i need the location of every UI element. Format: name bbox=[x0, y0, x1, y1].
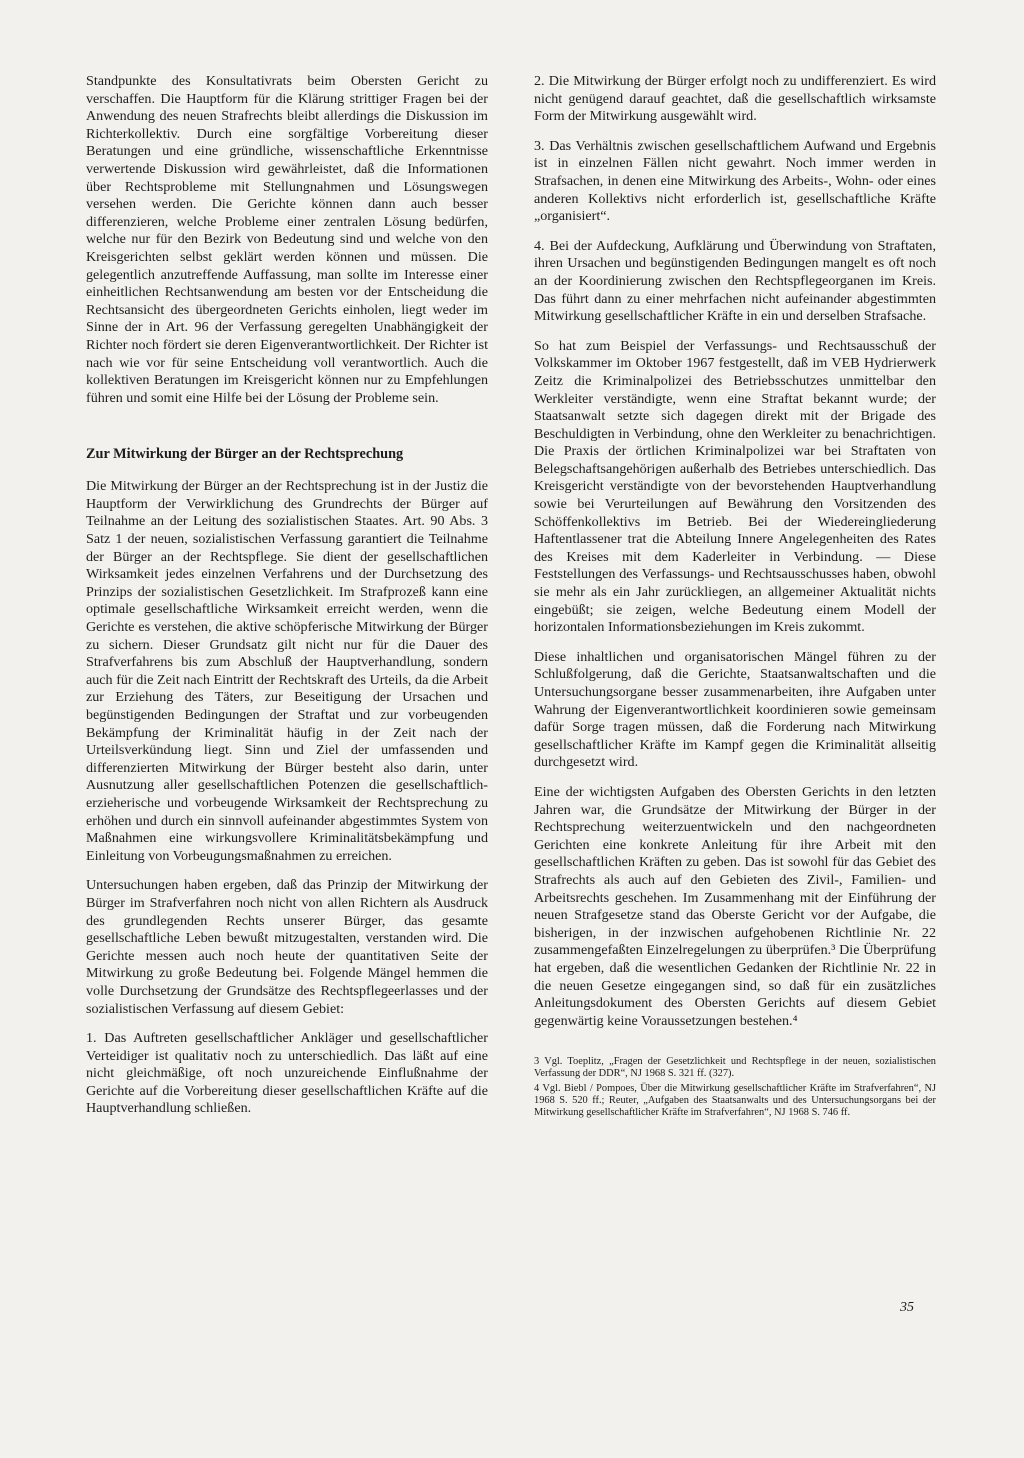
paragraph: Diese inhaltlichen und organisatorischen Mängel führen zu der Schlußfolgerung, daß die Gerichte, Staatsanwaltschaften und die Untersuchungsorgane besser zusammenarbeiten, ihre Aufgaben unter Wahrung der Eigenverantwortlichkeit koordinieren sowie gemeinsam dafür Sorge tragen müssen, daß die Forderung nach Mitwirkung gesellschaftlicher Kräfte im Kampf gegen die Kriminalität allseitig durchgesetzt wird. bbox=[534, 648, 936, 771]
paragraph: Standpunkte des Konsultativrats beim Obersten Gericht zu verschaffen. Die Hauptform für die Klärung strittiger Fragen bei der Anwendung des neuen Strafrechts bleibt allerdings die Diskussion im Richterkollektiv. Durch eine sorgfältige Vorbereitung dieser Beratungen und eine gründliche, wissenschaftliche Erkenntnisse verwertende Diskussion wird gewährleistet, daß die Informationen über Rechtsprobleme mit Stellungnahmen und Lösungswegen versehen werden. Die Gerichte können dann auch besser differenzieren, welche Probleme einer zentralen Lösung bedürfen, welche nur für den Bezirk von Bedeutung sind und welche von den Kreisgerichten selbst geklärt werden können und müssen. Die gelegentlich anzutreffende Auffassung, man sollte im Interesse einer einheitlichen Rechtsanwendung am besten vor der Entscheidung die Rechtsansicht des übergeordneten Gerichts einholen, liegt weder im Sinne der in Art. 96 der Verfassung geregelten Unabhängigkeit der Richter noch fördert sie deren Eigenverantwortlichkeit. Der Richter ist nach wie vor für seine Entscheidung voll verantwortlich. Auch die kollektiven Beratungen im Kreisgericht können nur zu Empfehlungen führen und somit eine Hilfe bei der Lösung der Probleme sein. bbox=[86, 73, 488, 406]
paragraph: 1. Das Auftreten gesellschaftlicher Ankläger und gesellschaftlicher Verteidiger ist qualitativ noch zu unterschiedlich. Das läßt auf eine nicht gleichmäßige, oft noch unzureichende Einflußnahme der Gerichte auf die Vorbereitung dieser gesellschaftlichen Kräfte auf die Hauptverhandlung schließen. bbox=[86, 1030, 488, 1117]
paragraph: Die Mitwirkung der Bürger an der Rechtsprechung ist in der Justiz die Hauptform der Verwirklichung des Grundrechts der Bürger auf Teilnahme an der Leitung des sozialistischen Staates. Art. 90 Abs. 3 Satz 1 der neuen, sozialistischen Verfassung garantiert die Teilnahme der Bürger an der Rechtspflege. Sie dient der gesellschaftlichen Wirksamkeit jedes einzelnen Verfahrens und der Durchsetzung des Prinzips der sozialistischen Gesetzlichkeit. Im Strafprozeß kann eine optimale gesellschaftliche Wirksamkeit erreicht werden, wenn die Gerichte es verstehen, die aktive schöpferische Mitwirkung der Bürger zu sichern. Dieser Grundsatz gilt nicht nur für die Dauer des Strafverfahrens bis zum Abschluß der Hauptverhandlung, sondern auch für die Zeit nach Eintritt der Rechtskraft des Urteils, da die Arbeit zur Erziehung des Täters, zur Beseitigung der Ursachen und begünstigenden Bedingungen der Straftat und zur vorbeugenden Bekämpfung der Kriminalität häufig in der Zeit nach der Urteilsverkündung liegt. Sinn und Ziel der umfassenden und differenzierten Mitwirkung der Bürger besteht also darin, unter Ausnutzung aller gesellschaftlichen Potenzen die gesellschaftlich-erzieherische und vorbeugende Wirksamkeit der Rechtsprechung zu erhöhen und durch ein sinnvoll aufeinander abgestimmtes System von Maßnahmen eine wirkungsvollere Kriminalitätsbekämpfung und Einleitung von Vorbeugungsmaßnahmen zu erreichen. bbox=[86, 478, 488, 864]
footnote: 3 Vgl. Toeplitz, „Fragen der Gesetzlichkeit und Rechtspflege in der neuen, sozialistischen Verfassung der DDR“, NJ 1968 S. 321 ff. (327). bbox=[534, 1056, 936, 1080]
footnotes bbox=[534, 1056, 936, 1119]
section-heading: Zur Mitwirkung der Bürger an der Rechtsprechung bbox=[86, 446, 404, 463]
paragraph: So hat zum Beispiel der Verfassungs- und Rechtsausschuß der Volkskammer im Oktober 1967 festgestellt, daß im VEB Hydrierwerk Zeitz die Kriminalpolizei des Betriebsschutzes unmittelbar den Werkleiter verständigte, wenn eine Straftat bekannt wurde; der Staatsanwalt setzte sich dagegen direkt mit der Brigade des Beschuldigten in Verbindung, ohne den Werkleiter zu benachrichtigen. Die Praxis der örtlichen Kriminalpolizei war bei Straftaten von Belegschaftsangehörigen außerhalb des Betriebes unterschiedlich. Das Kreisgericht verständigte von der bevorstehenden Hauptverhandlung sowie bei Verurteilungen auf Bewährung den Vorsitzenden des Schöffenkollektivs im Betrieb. Bei der Wiedereingliederung Haftentlassener trat die Abteilung Innere Angelegenheiten des Rates des Kreises mit dem Kaderleiter in Verbindung. — Diese Feststellungen des Verfassungs- und Rechtsausschusses haben, obwohl sie mehr als ein Jahr zurückliegen, an allgemeiner Aktualität nichts eingebüßt; sie zeigen, welche Bedeutung einem Modell der horizontalen Informationsbeziehungen im Kreis zukommt. bbox=[534, 337, 936, 636]
paragraph: 2. Die Mitwirkung der Bürger erfolgt noch zu undifferenziert. Es wird nicht genügend darauf geachtet, daß die gesellschaftlich wirksamste Form der Mitwirkung ausgewählt wird. bbox=[534, 73, 936, 125]
paragraph: 3. Das Verhältnis zwischen gesellschaftlichem Aufwand und Ergebnis ist in einzelnen Fällen nicht gewahrt. Noch immer werden in Strafsachen, in denen eine Mitwirkung des Arbeits-, Wohn- oder eines anderen Kollektivs nicht erforderlich ist, gesellschaftliche Kräfte „organisiert“. bbox=[534, 137, 936, 225]
page-number: 35 bbox=[900, 1300, 914, 1315]
right-column bbox=[534, 73, 936, 1121]
footnote: 4 Vgl. Biebl / Pompoes, Über die Mitwirkung gesellschaftlicher Kräfte im Strafverfahren“, NJ 1968 S. 520 ff.; Reuter, „Aufgaben des Staatsanwalts und des Untersuchungsorgans bei der Mitwirkung gesellschaftlicher Kräfte im Strafverfahren“, NJ 1968 S. 746 ff. bbox=[534, 1082, 936, 1119]
left-column bbox=[86, 73, 488, 1130]
paragraph: 4. Bei der Aufdeckung, Aufklärung und Überwindung von Straftaten, ihren Ursachen und begünstigenden Bedingungen mangelt es oft noch an der Koordinierung zwischen den Rechtspflegeorganen im Kreis. Das führt dann zu einer mehrfachen nicht aufeinander abgestimmten Mitwirkung gesellschaftlicher Kräfte in ein und derselben Strafsache. bbox=[534, 237, 936, 325]
paragraph: Untersuchungen haben ergeben, daß das Prinzip der Mitwirkung der Bürger im Strafverfahren noch nicht von allen Richtern als Ausdruck des grundlegenden Rechts unserer Bürger, das gesamte gesellschaftliche Leben bewußt mitzugestalten, verstanden wird. Die Gerichte messen auch noch heute der quantitativen Seite der Mitwirkung zu große Bedeutung bei. Folgende Mängel hemmen die volle Durchsetzung der Grundsätze des Rechtspflegeerlasses und der sozialistischen Verfassung auf diesem Gebiet: bbox=[86, 877, 488, 1017]
paragraph: Eine der wichtigsten Aufgaben des Obersten Gerichts in den letzten Jahren war, die Grundsätze der Mitwirkung der Bürger in der Rechtsprechung weiterzuentwickeln und den nachgeordneten Gerichten eine konkrete Anleitung für ihre Arbeit mit den gesellschaftlichen Kräften zu geben. Das ist sowohl für das Gebiet des Strafrechts als auch auf den Gebieten des Zivil-, Familien- und Arbeitsrechts geschehen. Im Zusammenhang mit der Einführung der neuen Strafgesetze stand das Oberste Gericht vor der Aufgabe, die bisherigen, in der inzwischen aufgehobenen Richtlinie Nr. 22 zusammengefaßten Einzelregelungen zu überprüfen.³ Die Überprüfung hat ergeben, daß die wesentlichen Gedanken der Richtlinie Nr. 22 in die neuen Gesetze eingegangen sind, so daß für ein zusätzliches Anleitungsdokument des Obersten Gerichts auf diesem Gebiet gegenwärtig keine Voraussetzungen bestehen.⁴ bbox=[534, 783, 936, 1029]
